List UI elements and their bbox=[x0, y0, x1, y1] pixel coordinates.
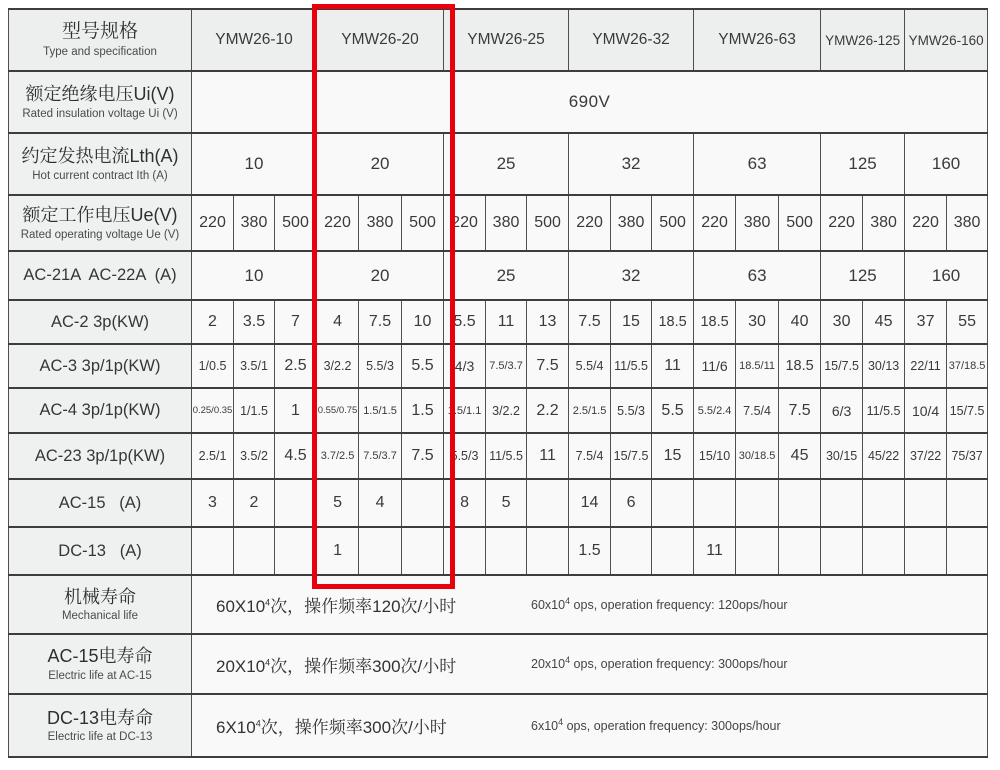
cell: 7.5 bbox=[359, 300, 402, 344]
model-header: YMW26-20 bbox=[317, 9, 444, 71]
cell: 3 bbox=[192, 479, 234, 527]
cell: 15/10 bbox=[694, 433, 736, 479]
row-label-en: Mechanical life bbox=[61, 610, 139, 623]
cell: 10 bbox=[192, 251, 317, 300]
row-label-zh: 机械寿命 bbox=[64, 586, 136, 607]
cell: 5.5/4 bbox=[569, 344, 611, 388]
cell: 7.5 bbox=[527, 344, 569, 388]
cell: 220 bbox=[192, 195, 234, 251]
table-row-ac23-3p1p bbox=[9, 433, 988, 479]
row-label-zh: DC-13电寿命 bbox=[46, 707, 153, 728]
cell: 125 bbox=[821, 251, 905, 300]
cell: 5.5 bbox=[444, 300, 486, 344]
cell: 1/0.5 bbox=[192, 344, 234, 388]
cell: 7 bbox=[275, 300, 317, 344]
cell: 1 bbox=[317, 527, 359, 575]
table-row-ac3-3p1p bbox=[9, 344, 988, 388]
model-header: YMW26-125 bbox=[821, 9, 905, 71]
cell bbox=[275, 479, 317, 527]
row-label bbox=[9, 195, 192, 251]
cell: 1 bbox=[275, 388, 317, 433]
superscript-exponent: 4 bbox=[558, 716, 564, 727]
cell: 500 bbox=[275, 195, 317, 251]
row-label bbox=[9, 575, 192, 634]
cell: 4 bbox=[359, 479, 402, 527]
cell: 5.5 bbox=[402, 344, 444, 388]
row-label bbox=[9, 9, 192, 71]
row-label bbox=[9, 694, 192, 757]
cell: 6/3 bbox=[821, 388, 863, 433]
cell: 3/2.2 bbox=[317, 344, 359, 388]
spec-sheet bbox=[8, 8, 988, 758]
model-header: YMW26-25 bbox=[444, 9, 569, 71]
table-row-ac21a-ac22a bbox=[9, 251, 988, 300]
table-row-insulation-voltage bbox=[9, 71, 988, 133]
cell bbox=[821, 527, 863, 575]
cell: 4.5 bbox=[275, 433, 317, 479]
cell: 20 bbox=[317, 251, 444, 300]
cell: 2 bbox=[192, 300, 234, 344]
row-label-text: AC-15 (A) bbox=[58, 493, 142, 512]
cell: 3.5/1 bbox=[234, 344, 275, 388]
cell: 10 bbox=[192, 133, 317, 195]
cell: 7.5 bbox=[569, 300, 611, 344]
life-text-en: $20x10^4$ ops, operation frequency: 300ops/hour bbox=[531, 654, 788, 671]
cell: 11 bbox=[652, 344, 694, 388]
cell: 1.5 bbox=[569, 527, 611, 575]
cell: 220 bbox=[694, 195, 736, 251]
cell: 20 bbox=[317, 133, 444, 195]
cell: 15/7.5 bbox=[821, 344, 863, 388]
cell bbox=[527, 527, 569, 575]
cell: 1.5/1.5 bbox=[359, 388, 402, 433]
cell bbox=[694, 479, 736, 527]
row-label-zh: 额定绝缘电压Ui(V) bbox=[25, 84, 175, 105]
cell: 37/18.5 bbox=[947, 344, 988, 388]
superscript-exponent: 4 bbox=[565, 654, 571, 665]
cell bbox=[234, 527, 275, 575]
cell: 11/5.5 bbox=[486, 433, 527, 479]
table-row-dc13 bbox=[9, 527, 988, 575]
cell bbox=[486, 527, 527, 575]
cell: 30 bbox=[736, 300, 779, 344]
cell: 3.5 bbox=[234, 300, 275, 344]
cell: 63 bbox=[694, 133, 821, 195]
cell bbox=[736, 527, 779, 575]
table-row-ac2-3p bbox=[9, 300, 988, 344]
row-label-zh: AC-15电寿命 bbox=[47, 646, 153, 667]
cell: 8 bbox=[444, 479, 486, 527]
cell: 1.5 bbox=[402, 388, 444, 433]
cell: 125 bbox=[821, 133, 905, 195]
cell: 0.25/0.35 bbox=[192, 388, 234, 433]
cell: 220 bbox=[317, 195, 359, 251]
cell: 5.5/3 bbox=[611, 388, 652, 433]
cell: 500 bbox=[779, 195, 821, 251]
cell: 18.5 bbox=[779, 344, 821, 388]
cell: 220 bbox=[569, 195, 611, 251]
cell: 15 bbox=[611, 300, 652, 344]
cell bbox=[947, 479, 988, 527]
cell: 40 bbox=[779, 300, 821, 344]
cell: 30/18.5 bbox=[736, 433, 779, 479]
life-text-wrap bbox=[192, 652, 987, 677]
spec-table bbox=[8, 8, 988, 758]
superscript-exponent: 4 bbox=[255, 718, 261, 729]
cell: 32 bbox=[569, 251, 694, 300]
cell: 1/1.5 bbox=[234, 388, 275, 433]
cell bbox=[444, 527, 486, 575]
superscript-exponent: 4 bbox=[265, 597, 271, 608]
row-label-text: AC-2 3p(KW) bbox=[50, 312, 150, 331]
row-label bbox=[9, 634, 192, 694]
cell bbox=[779, 479, 821, 527]
cell: 2.5/1.5 bbox=[569, 388, 611, 433]
cell: 160 bbox=[905, 251, 988, 300]
cell: 5.5/3 bbox=[359, 344, 402, 388]
cell: 45 bbox=[863, 300, 905, 344]
row-label-zh: 约定发热电流Lth(A) bbox=[21, 146, 179, 167]
row-label-en: Type and specification bbox=[43, 46, 157, 59]
header-row bbox=[9, 9, 988, 71]
cell: 7.5 bbox=[779, 388, 821, 433]
cell bbox=[905, 479, 947, 527]
model-header: YMW26-32 bbox=[569, 9, 694, 71]
cell: 11 bbox=[486, 300, 527, 344]
cell: 25 bbox=[444, 251, 569, 300]
row-label bbox=[9, 479, 192, 527]
superscript-exponent: 4 bbox=[265, 656, 271, 667]
row-label-en: Hot current contract Ith (A) bbox=[32, 169, 168, 182]
model-header: YMW26-160 bbox=[905, 9, 988, 71]
table-row-ac4-3p1p bbox=[9, 388, 988, 433]
cell: 2.5/1 bbox=[192, 433, 234, 479]
cell: 15 bbox=[652, 433, 694, 479]
cell: 500 bbox=[402, 195, 444, 251]
cell: 500 bbox=[652, 195, 694, 251]
table-row-thermal-current bbox=[9, 133, 988, 195]
life-text-zh: $6X10^4$次，操作频率300次/小时 bbox=[216, 718, 447, 737]
cell bbox=[192, 527, 234, 575]
cell bbox=[611, 527, 652, 575]
cell: 63 bbox=[694, 251, 821, 300]
cell: 380 bbox=[863, 195, 905, 251]
cell: 5.5/2.4 bbox=[694, 388, 736, 433]
cell-mechanical-life bbox=[192, 575, 988, 634]
row-label-en: Rated operating voltage Ue (V) bbox=[20, 228, 180, 241]
cell bbox=[359, 527, 402, 575]
cell bbox=[947, 527, 988, 575]
row-label bbox=[9, 71, 192, 133]
cell: 10/4 bbox=[905, 388, 947, 433]
cell bbox=[821, 479, 863, 527]
cell bbox=[527, 479, 569, 527]
row-label-text: AC-21A AC-22A (A) bbox=[23, 266, 177, 284]
cell bbox=[863, 527, 905, 575]
row-label bbox=[9, 388, 192, 433]
cell: 7.5/3.7 bbox=[486, 344, 527, 388]
cell: 4 bbox=[317, 300, 359, 344]
cell bbox=[779, 527, 821, 575]
cell: 0.55/0.75 bbox=[317, 388, 359, 433]
cell: 37 bbox=[905, 300, 947, 344]
cell: 2.2 bbox=[527, 388, 569, 433]
table-row-ac15-electric-life bbox=[9, 634, 988, 694]
cell: 18.5 bbox=[652, 300, 694, 344]
cell: 37/22 bbox=[905, 433, 947, 479]
life-text-wrap bbox=[192, 713, 987, 738]
spec-table-body bbox=[9, 9, 988, 757]
cell: 30/15 bbox=[821, 433, 863, 479]
cell: 380 bbox=[486, 195, 527, 251]
cell: 5 bbox=[486, 479, 527, 527]
cell bbox=[275, 527, 317, 575]
cell: 18.5/11 bbox=[736, 344, 779, 388]
cell: 5.5/3 bbox=[444, 433, 486, 479]
cell: 2.5 bbox=[275, 344, 317, 388]
cell: 3.7/2.5 bbox=[317, 433, 359, 479]
row-label-text: AC-4 3p/1p(KW) bbox=[39, 401, 161, 419]
cell: 6 bbox=[611, 479, 652, 527]
cell: 25 bbox=[444, 133, 569, 195]
cell: 5.5 bbox=[652, 388, 694, 433]
row-label-text: DC-13 (A) bbox=[58, 541, 142, 560]
cell: 11/6 bbox=[694, 344, 736, 388]
life-text-en: $6x10^4$ ops, operation frequency: 300ops/hour bbox=[531, 716, 781, 733]
table-row-dc13-electric-life bbox=[9, 694, 988, 757]
cell: 30/13 bbox=[863, 344, 905, 388]
cell bbox=[652, 527, 694, 575]
cell: 75/37 bbox=[947, 433, 988, 479]
cell: 380 bbox=[947, 195, 988, 251]
cell-insulation-voltage: 690V bbox=[192, 71, 988, 133]
cell: 3.5/2 bbox=[234, 433, 275, 479]
row-label bbox=[9, 527, 192, 575]
cell: 160 bbox=[905, 133, 988, 195]
cell: 7.5/4 bbox=[736, 388, 779, 433]
row-label-text: AC-23 3p/1p(KW) bbox=[34, 446, 166, 465]
life-text-zh: $20X10^4$次，操作频率300次/小时 bbox=[216, 656, 457, 676]
cell: 5 bbox=[317, 479, 359, 527]
cell: 15/7.5 bbox=[611, 433, 652, 479]
cell bbox=[905, 527, 947, 575]
superscript-exponent: 4 bbox=[565, 595, 571, 606]
cell: 7.5/4 bbox=[569, 433, 611, 479]
cell: 2 bbox=[234, 479, 275, 527]
cell bbox=[736, 479, 779, 527]
cell: 220 bbox=[905, 195, 947, 251]
life-text-zh: $60X10^4$次，操作频率120次/小时 bbox=[216, 597, 457, 616]
cell: 18.5 bbox=[694, 300, 736, 344]
row-label-text: AC-3 3p/1p(KW) bbox=[39, 356, 161, 375]
row-label bbox=[9, 433, 192, 479]
table-row-mechanical-life bbox=[9, 575, 988, 634]
cell: 15/7.5 bbox=[947, 388, 988, 433]
cell bbox=[652, 479, 694, 527]
cell: 7.5 bbox=[402, 433, 444, 479]
cell bbox=[402, 479, 444, 527]
cell: 220 bbox=[444, 195, 486, 251]
model-header: YMW26-10 bbox=[192, 9, 317, 71]
cell: 14 bbox=[569, 479, 611, 527]
life-text-en: $60x10^4$ ops, operation frequency: 120ops/hour bbox=[531, 595, 788, 612]
cell: 220 bbox=[821, 195, 863, 251]
cell: 3/2.2 bbox=[486, 388, 527, 433]
cell bbox=[863, 479, 905, 527]
row-label bbox=[9, 300, 192, 344]
cell: 7.5/3.7 bbox=[359, 433, 402, 479]
row-label bbox=[9, 133, 192, 195]
cell: 1.5/1.1 bbox=[444, 388, 486, 433]
cell: 11 bbox=[694, 527, 736, 575]
cell: 11/5.5 bbox=[611, 344, 652, 388]
cell: 380 bbox=[359, 195, 402, 251]
model-header: YMW26-63 bbox=[694, 9, 821, 71]
row-label-en: Electric life at AC-15 bbox=[48, 669, 152, 682]
cell: 45/22 bbox=[863, 433, 905, 479]
cell-dc13-electric-life bbox=[192, 694, 988, 757]
cell: 55 bbox=[947, 300, 988, 344]
row-label-zh: 型号规格 bbox=[61, 21, 138, 43]
cell: 32 bbox=[569, 133, 694, 195]
table-row-ac15 bbox=[9, 479, 988, 527]
row-label-zh: 额定工作电压Ue(V) bbox=[22, 205, 178, 226]
life-text-wrap bbox=[192, 592, 987, 617]
cell: 11 bbox=[527, 433, 569, 479]
row-label-en: Electric life at DC-13 bbox=[47, 731, 153, 744]
cell: 13 bbox=[527, 300, 569, 344]
row-label bbox=[9, 251, 192, 300]
cell: 380 bbox=[736, 195, 779, 251]
cell: 30 bbox=[821, 300, 863, 344]
cell: 10 bbox=[402, 300, 444, 344]
cell: 11/5.5 bbox=[863, 388, 905, 433]
cell: 22/11 bbox=[905, 344, 947, 388]
cell: 380 bbox=[611, 195, 652, 251]
cell: 500 bbox=[527, 195, 569, 251]
cell: 45 bbox=[779, 433, 821, 479]
table-row-operating-voltage bbox=[9, 195, 988, 251]
cell bbox=[402, 527, 444, 575]
cell: 380 bbox=[234, 195, 275, 251]
row-label bbox=[9, 344, 192, 388]
cell-ac15-electric-life bbox=[192, 634, 988, 694]
row-label-en: Rated insulation voltage Ui (V) bbox=[22, 107, 178, 120]
cell: 4/3 bbox=[444, 344, 486, 388]
